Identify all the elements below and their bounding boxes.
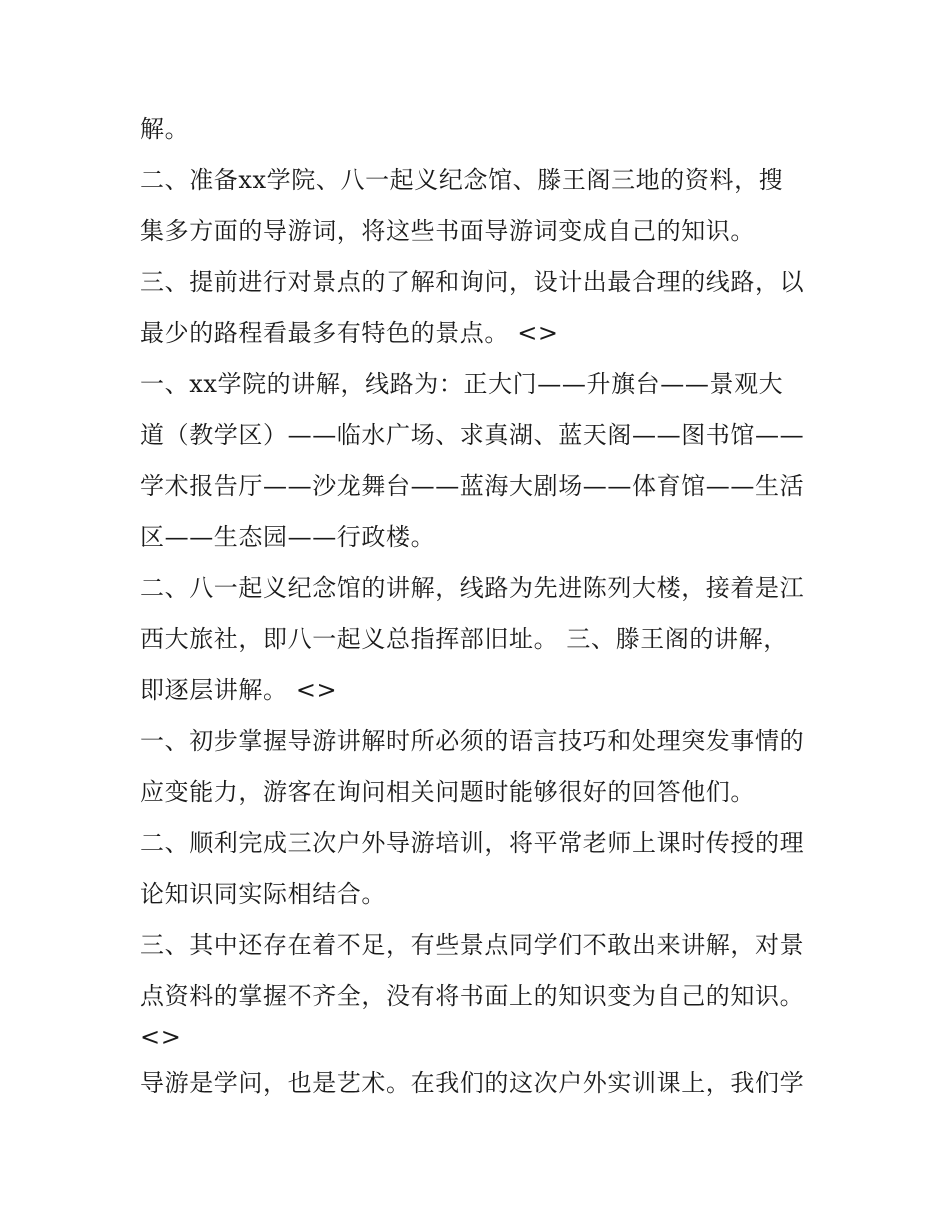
- text-line: 点资料的掌握不齐全，没有将书面上的知识变为自己的知识。: [140, 982, 805, 1010]
- text-line: 一、初步掌握导游讲解时所必须的语言技巧和处理突发事情的: [140, 727, 805, 755]
- text-line: 即逐层讲解。 <>: [140, 676, 338, 704]
- text-line: 二、八一起义纪念馆的讲解，线路为先进陈列大楼，接着是江: [140, 574, 805, 602]
- text-line: 集多方面的导游词，将这些书面导游词变成自己的知识。: [140, 217, 755, 245]
- text-line: 应变能力，游客在询问相关问题时能够很好的回答他们。: [140, 778, 755, 806]
- text-line: 二、准备xx学院、八一起义纪念馆、滕王阁三地的资料，搜: [140, 166, 784, 194]
- text-line: 二、顺利完成三次户外导游培训，将平常老师上课时传授的理: [140, 829, 805, 857]
- text-line: 道（教学区）——临水广场、求真湖、蓝天阁——图书馆——: [140, 421, 805, 449]
- text-line: 学术报告厅——沙龙舞台——蓝海大剧场——体育馆——生活: [140, 472, 805, 500]
- text-line: 论知识同实际相结合。: [140, 880, 386, 908]
- text-line: 西大旅社，即八一起义总指挥部旧址。 三、滕王阁的讲解，: [140, 625, 788, 653]
- text-line: 三、提前进行对景点的了解和询问，设计出最合理的线路，以: [140, 268, 805, 296]
- text-line: 区——生态园——行政楼。: [140, 523, 436, 551]
- text-line: 解。: [140, 115, 190, 143]
- text-line: 导游是学问，也是艺术。在我们的这次户外实训课上，我们学: [140, 1069, 805, 1097]
- text-line: 最少的路程看最多有特色的景点。 <>: [140, 319, 559, 347]
- text-line: 三、其中还存在着不足，有些景点同学们不敢出来讲解，对景: [140, 931, 805, 959]
- text-line: 一、xx学院的讲解，线路为：正大门——升旗台——景观大: [140, 370, 784, 398]
- text-line: <>: [140, 1023, 182, 1051]
